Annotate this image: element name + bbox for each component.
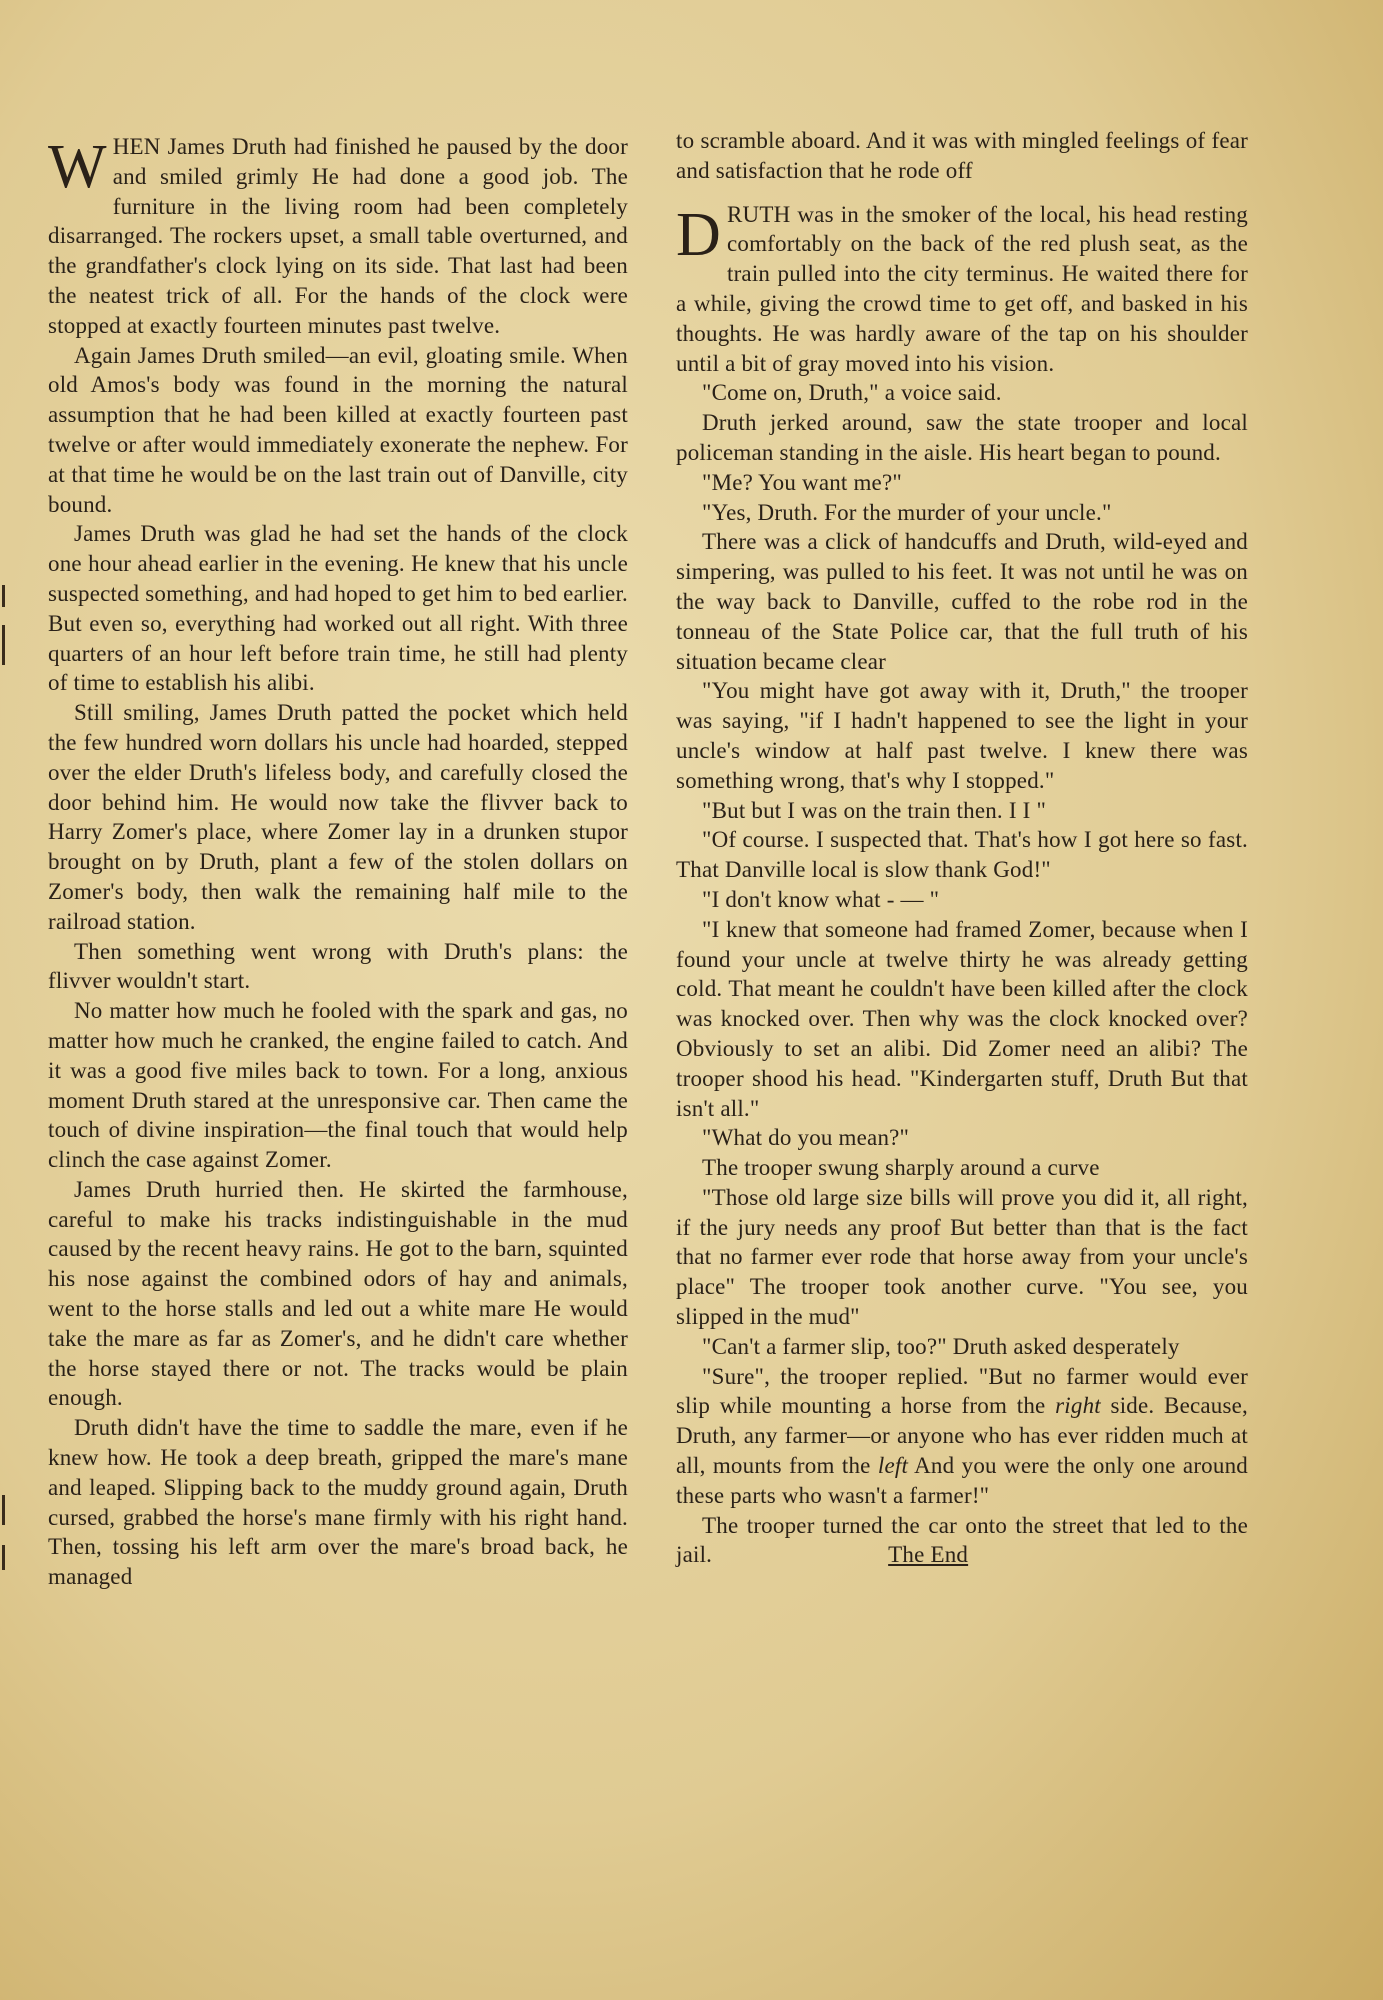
paragraph: "I don't know what - — " xyxy=(702,886,940,912)
paragraph: No matter how much he fooled with the spark and gas, no matter how much he cranked, the engine failed to catch. And it was a good five miles back to town. For a long, anxious moment Druth stared at the unresponsive car. Then came the touch of divine inspiration—the final touch that would help clinch the case against Zomer. xyxy=(48,998,628,1173)
binding-mark xyxy=(2,1545,5,1570)
the-end-label: The End xyxy=(888,1542,969,1568)
binding-mark xyxy=(2,1495,5,1525)
drop-cap: D xyxy=(676,200,721,269)
left-column xyxy=(48,132,628,1592)
paragraph xyxy=(676,200,1248,379)
paragraph-text: HEN James Druth had finished he paused by the door and smiled grimly He had done a good job. The furniture in the living room had been completely disarranged. The rockers upset, a small table overturned, and the grandfather's clock lying on its side. That last had been the neatest trick of all. For the hands of the clock were stopped at exactly fourteen minutes past twelve. xyxy=(48,134,628,338)
paragraph: There was a click of handcuffs and Druth, wild-eyed and simpering, was pulled to his feet. It was not until he was on the way back to Danville, cuffed to the robe rod in the tonneau of the State Police car, that the full truth of his situation became clear xyxy=(676,529,1248,674)
paragraph: "Can't a farmer slip, too?" Druth asked desperately xyxy=(702,1333,1180,1359)
paragraph: "Yes, Druth. For the murder of your uncle." xyxy=(702,499,1112,525)
binding-mark xyxy=(2,625,5,665)
binding-mark xyxy=(2,585,5,607)
emphasis: left xyxy=(877,1453,909,1479)
paragraph: "What do you mean?" xyxy=(702,1125,910,1151)
emphasis: right xyxy=(1055,1393,1101,1419)
paragraph: Again James Druth smiled—an evil, gloating smile. When old Amos's body was found in the morning the natural assumption that he had been killed at exactly fourteen past twelve or after would immediately exonerate the nephew. For at that time he would be on the last train out of Danville, city bound. xyxy=(48,342,628,517)
paragraph-text: "Sure", the trooper replied. "But no farmer would ever slip while mounting a horse from the xyxy=(676,1363,1248,1419)
paragraph: Still smiling, James Druth patted the pocket which held the few hundred worn dollars his uncle had hoarded, stepped over the elder Druth's lifeless body, and carefully closed the door behind him. He would now take the flivver back to Harry Zomer's place, where Zomer lay in a drunken stupor brought on by Druth, plant a few of the stolen dollars on Zomer's body, then walk the remaining half mile to the railroad station. xyxy=(48,700,628,934)
paragraph xyxy=(676,1511,1248,1571)
section-break xyxy=(676,186,1248,200)
paragraph: "Come on, Druth," a voice said. xyxy=(702,380,1002,406)
paragraph: to scramble aboard. And it was with mingled feelings of fear and satisfaction that he rode off xyxy=(676,128,1248,183)
paragraph xyxy=(48,132,628,341)
paragraph: Druth didn't have the time to saddle the mare, even if he knew how. He took a deep breath, gripped the mare's mane and leaped. Slipping back to the muddy ground again, Druth cursed, grabbed the horse's mane firmly with his right hand. Then, tossing his left arm over the mare's broad back, he managed xyxy=(48,1415,628,1590)
paragraph: "You might have got away with it, Druth," the trooper was saying, "if I hadn't happened to see the light in your uncle's window at half past twelve. I knew there was something wrong, that's why I stopped." xyxy=(676,678,1248,793)
paragraph: "Me? You want me?" xyxy=(702,469,902,495)
paragraph: James Druth hurried then. He skirted the farmhouse, careful to make his tracks indistinguishable in the mud caused by the recent heavy rains. He got to the barn, squinted his nose against the combined odors of hay and animals, went to the horse stalls and led out a white mare He would take the mare as far as Zomer's, and he didn't care whether the horse stayed there or not. The tracks would be plain enough. xyxy=(48,1176,628,1411)
paragraph: The trooper swung sharply around a curve xyxy=(702,1155,1100,1181)
right-column xyxy=(676,126,1248,1570)
paragraph-text: RUTH was in the smoker of the local, his head resting comfortably on the back of the red plush seat, as the train pulled into the city terminus. He waited there for a while, giving the crowd time to get off, and basked in his thoughts. He was hardly aware of the tap on his shoulder until a bit of gray moved into his vision. xyxy=(676,201,1248,376)
paragraph: Druth jerked around, saw the state trooper and local policeman standing in the aisle. His heart began to pound. xyxy=(676,410,1248,465)
paragraph-text: side. Because, Druth, any farmer—or anyone who has ever ridden much at all, mounts from the xyxy=(676,1393,1248,1479)
paragraph: "Of course. I suspected that. That's how I got here so fast. That Danville local is slow thank God!" xyxy=(676,827,1248,883)
paragraph xyxy=(676,1362,1248,1511)
paragraph: "I knew that someone had framed Zomer, because when I found your uncle at twelve thirty he was already getting cold. That meant he couldn't have been killed after the clock was knocked over. Then why was the clock knocked over? Obviously to set an alibi. Did Zomer need an alibi? The trooper shood his head. "Kindergarten stuff, Druth But that isn't all." xyxy=(676,916,1248,1121)
paragraph: "Those old large size bills will prove you did it, all right, if the jury needs any proof But better than that is the fact that no farmer ever rode that horse away from your uncle's place" The trooper took another curve. "You see, you slipped in the mud" xyxy=(676,1184,1248,1330)
paragraph: Then something went wrong with Druth's plans: the flivver wouldn't start. xyxy=(48,938,628,994)
paragraph-text: And you were the only one around these parts who wasn't a farmer!" xyxy=(676,1453,1248,1508)
paragraph-text: The trooper turned the car onto the street that led to the jail. xyxy=(676,1512,1248,1568)
paragraph: "But but I was on the train then. I I " xyxy=(702,797,1047,823)
drop-cap: W xyxy=(48,133,107,201)
paragraph: James Druth was glad he had set the hands of the clock one hour ahead earlier in the evening. He knew that his uncle suspected something, and had hoped to get him to bed earlier. But even so, everything had worked out all right. With three quarters of an hour left before train time, he still had plenty of time to establish his alibi. xyxy=(48,521,628,696)
